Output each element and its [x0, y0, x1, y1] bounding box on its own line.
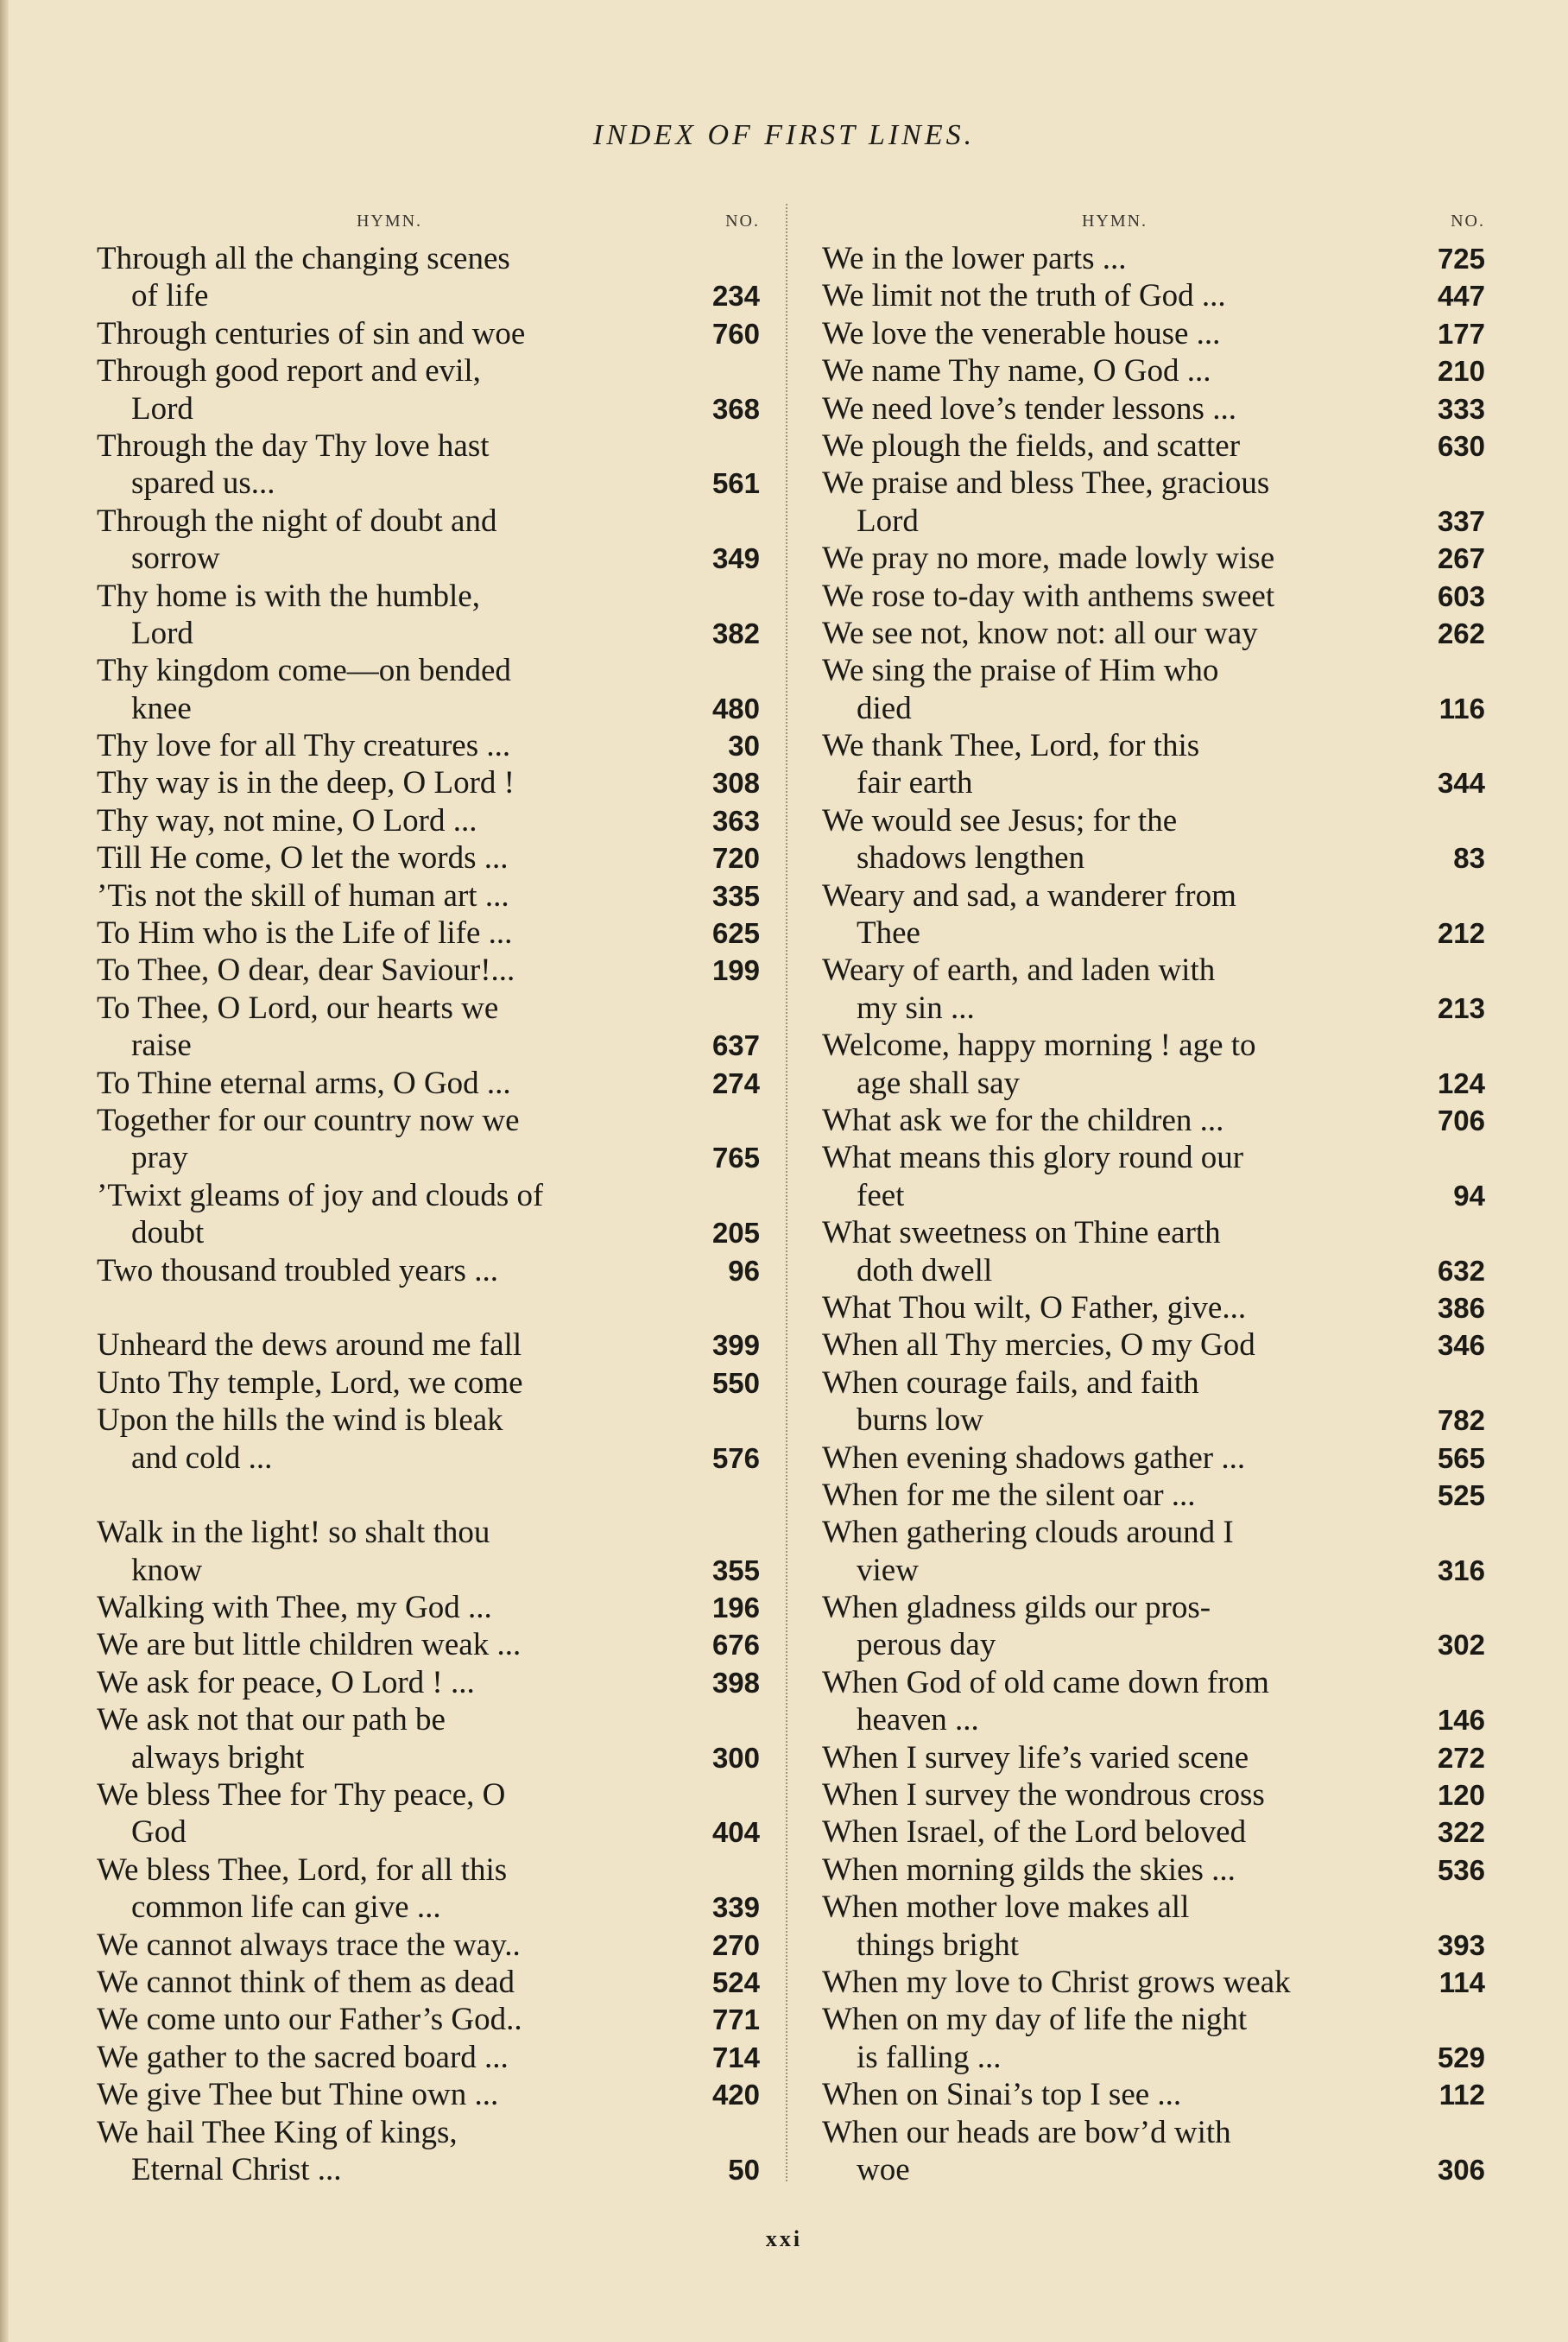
index-entry: [97, 315, 760, 352]
first-line-text: woe: [857, 2151, 910, 2187]
index-entry: [97, 990, 760, 1027]
index-entry: [97, 1964, 760, 2001]
first-line-text: We need love’s tender lessons ...: [822, 390, 1236, 427]
hymn-number: 274: [711, 1067, 760, 1099]
hymn-number: 205: [711, 1217, 760, 1250]
hymn-number: 637: [711, 1029, 760, 1062]
first-line-text: age shall say: [857, 1065, 1021, 1101]
first-line-text: We praise and bless Thee, gracious: [822, 465, 1270, 502]
first-line-text: When my love to Christ grows weak: [822, 1964, 1291, 2000]
first-line-text: To Thee, O dear, dear Saviour!...: [97, 953, 515, 989]
hymn-number: 725: [1437, 243, 1485, 275]
number-header: NO.: [1451, 212, 1485, 231]
hymn-number: 393: [1437, 1928, 1485, 1961]
index-entry: [822, 1739, 1485, 1776]
index-entry: [97, 1889, 760, 1926]
index-entry: [97, 727, 760, 764]
first-line-text: pray: [131, 1140, 188, 1176]
first-line-text: God: [131, 1814, 187, 1851]
first-line-text: We sing the praise of Him who: [822, 653, 1219, 689]
first-line-text: Weary and sad, a wanderer from: [822, 877, 1236, 914]
hymn-number: 96: [728, 1254, 760, 1287]
first-line-text: ’Twixt gleams of joy and clouds of: [97, 1177, 544, 1213]
first-line-text: What means this glory round our: [822, 1140, 1244, 1176]
first-line-text: Through the night of doubt and: [97, 503, 497, 539]
index-entry: [97, 2076, 760, 2113]
hymn-header: HYMN.: [356, 212, 423, 231]
hymn-number: 337: [1437, 504, 1485, 537]
index-entry: [822, 1813, 1485, 1851]
index-entry: [97, 1626, 760, 1663]
first-line-text: view: [857, 1552, 919, 1588]
first-line-text: We rose to-day with anthems sweet: [822, 578, 1275, 614]
hymn-number: 335: [711, 879, 760, 912]
first-line-text: When I survey the wondrous cross: [822, 1777, 1265, 1813]
index-entry: [822, 2151, 1485, 2188]
hymn-number: 344: [1437, 767, 1485, 800]
first-line-text: Through the day Thy love hast: [97, 427, 490, 464]
index-entry: [97, 802, 760, 839]
first-line-text: When mother love makes all: [822, 1889, 1190, 1926]
index-entry: [97, 1552, 760, 1589]
hymn-number: 124: [1437, 1067, 1485, 1099]
first-line-text: We gather to the sacred board ...: [97, 2039, 509, 2075]
index-entry: [822, 427, 1485, 465]
index-entry: [97, 1851, 760, 1889]
hymn-number: 234: [711, 280, 760, 313]
index-entry: [97, 1514, 760, 1551]
hymn-number: 550: [711, 1366, 760, 1399]
index-entry: [97, 503, 760, 540]
first-line-text: We would see Jesus; for the: [822, 802, 1178, 839]
hymn-number: 114: [1438, 1965, 1485, 1998]
first-line-text: knee: [131, 690, 192, 726]
hymn-header: HYMN.: [1081, 212, 1148, 231]
index-entry: [97, 615, 760, 652]
first-line-text: Unheard the dews around me fall: [97, 1327, 522, 1364]
index-entry: [822, 578, 1485, 615]
index-entry: [822, 1364, 1485, 1402]
index-entry: [822, 1589, 1485, 1626]
index-entry: [97, 2039, 760, 2076]
hymn-number: 50: [728, 2153, 760, 2186]
first-line-text: Thy home is with the humble,: [97, 578, 480, 614]
first-line-text: We see not, know not: all our way: [822, 615, 1258, 651]
index-entry: [822, 1514, 1485, 1551]
index-entry: [822, 764, 1485, 801]
first-line-text: We ask for peace, O Lord ! ...: [97, 1664, 475, 1700]
first-line-text: doubt: [131, 1215, 205, 1251]
first-line-text: When evening shadows gather ...: [822, 1440, 1246, 1476]
index-entry: [822, 1065, 1485, 1102]
first-line-text: is falling ...: [857, 2039, 1002, 2075]
hymn-number: 404: [711, 1816, 760, 1849]
index-entry: [822, 1889, 1485, 1926]
column-header: [822, 204, 1485, 240]
hymn-number: 447: [1437, 280, 1485, 313]
index-entry: [97, 1776, 760, 1813]
index-entry: [822, 690, 1485, 727]
hymn-number: 355: [711, 1554, 760, 1586]
index-entry: [822, 1701, 1485, 1738]
hymn-number: 382: [711, 617, 760, 649]
hymn-number: 625: [711, 917, 760, 950]
first-line-text: Thy kingdom come—on bended: [97, 653, 511, 689]
section-gap: [97, 1289, 760, 1326]
hymn-number: 146: [1437, 1704, 1485, 1737]
hymn-number: 270: [711, 1928, 760, 1961]
index-entry: [822, 990, 1485, 1027]
index-entry: [97, 915, 760, 952]
first-line-text: Welcome, happy morning ! age to: [822, 1028, 1256, 1064]
hymn-number: 210: [1437, 355, 1485, 388]
first-line-text: When Israel, of the Lord beloved: [822, 1814, 1247, 1851]
index-entry: [97, 1739, 760, 1776]
first-line-text: When for me the silent oar ...: [822, 1477, 1196, 1513]
index-entry: [822, 652, 1485, 689]
index-column-left: [97, 204, 760, 2188]
page-title: INDEX OF FIRST LINES.: [592, 119, 976, 151]
hymn-number: 536: [1437, 1853, 1485, 1886]
index-entry: [822, 1440, 1485, 1477]
hymn-number: 630: [1437, 429, 1485, 462]
first-line-text: heaven ...: [857, 1702, 979, 1738]
index-entry: [822, 2114, 1485, 2151]
first-line-text: Through good report and evil,: [97, 353, 481, 389]
first-line-text: When gladness gilds our pros-: [822, 1590, 1211, 1626]
hymn-number: 782: [1437, 1404, 1485, 1437]
first-line-text: my sin ...: [857, 990, 975, 1026]
hymn-number: 632: [1437, 1254, 1485, 1287]
first-line-text: We pray no more, made lowly wise: [822, 541, 1275, 577]
first-line-text: We are but little children weak ...: [97, 1627, 522, 1663]
first-line-text: burns low: [857, 1402, 983, 1439]
first-line-text: We come unto our Father’s God..: [97, 2002, 522, 2038]
hymn-number: 112: [1438, 2079, 1485, 2111]
first-line-text: When on my day of life the night: [822, 2002, 1248, 2038]
first-line-text: always bright: [131, 1739, 305, 1775]
first-line-text: ’Tis not the skill of human art ...: [97, 877, 509, 914]
first-line-text: When God of old came down from: [822, 1664, 1269, 1700]
hymn-number: 420: [711, 2079, 760, 2111]
page-number: xxi: [765, 2226, 803, 2251]
first-line-text: Walking with Thee, my God ...: [97, 1590, 492, 1626]
index-entry: [822, 1664, 1485, 1701]
first-line-text: What Thou wilt, O Father, give...: [822, 1289, 1247, 1326]
index-entry: [822, 540, 1485, 577]
first-line-text: When morning gilds the skies ...: [822, 1851, 1236, 1888]
index-entry: [822, 1776, 1485, 1813]
index-entry: [97, 1326, 760, 1364]
index-entry: [822, 390, 1485, 427]
hymn-number: 272: [1437, 1741, 1485, 1774]
index-entry: [97, 952, 760, 989]
first-line-text: and cold ...: [131, 1440, 273, 1476]
first-line-text: Thy way is in the deep, O Lord !: [97, 765, 515, 801]
index-entry: [97, 1701, 760, 1738]
index-entry: [97, 1927, 760, 1964]
first-line-text: When all Thy mercies, O my God: [822, 1327, 1255, 1364]
first-line-text: died: [857, 690, 912, 726]
hymn-number: 339: [711, 1891, 760, 1924]
index-entry: [97, 1440, 760, 1477]
first-line-text: Lord: [131, 615, 193, 651]
first-line-text: We limit not the truth of God ...: [822, 278, 1226, 314]
index-entry: [97, 1027, 760, 1064]
hymn-number: 212: [1437, 917, 1485, 950]
index-column-right: [822, 204, 1485, 2188]
index-entry: [822, 1326, 1485, 1364]
hymn-number: 267: [1437, 542, 1485, 575]
index-entry: [97, 540, 760, 577]
hymn-number: 177: [1437, 317, 1485, 350]
index-entry: [97, 427, 760, 465]
index-entry: [97, 2114, 760, 2151]
hymn-number: 333: [1437, 392, 1485, 425]
first-line-text: Together for our country now we: [97, 1102, 520, 1138]
index-entry: [822, 1927, 1485, 1964]
hymn-number: 480: [711, 692, 760, 725]
hymn-number: 399: [711, 1329, 760, 1362]
first-line-text: When on Sinai’s top I see ...: [822, 2077, 1182, 2113]
first-line-text: When courage fails, and faith: [822, 1364, 1199, 1401]
index-entry: [97, 1664, 760, 1701]
hymn-number: 308: [711, 767, 760, 800]
index-entry: [822, 1851, 1485, 1889]
index-entry: [822, 1027, 1485, 1064]
index-entry: [822, 1214, 1485, 1251]
first-line-text: We ask not that our path be: [97, 1702, 446, 1738]
index-entry: [822, 352, 1485, 389]
first-line-text: Two thousand troubled years ...: [97, 1252, 498, 1288]
hymn-number: 120: [1437, 1779, 1485, 1812]
index-entry: [822, 277, 1485, 314]
first-line-text: We bless Thee, Lord, for all this: [97, 1851, 508, 1888]
hymn-number: 349: [711, 542, 760, 575]
first-line-text: Thy love for all Thy creatures ...: [97, 728, 511, 764]
index-entry: [822, 1477, 1485, 1514]
hymn-number: 524: [711, 1965, 760, 1998]
first-line-text: common life can give ...: [131, 1889, 441, 1926]
index-entry: [822, 1139, 1485, 1176]
hymn-number: 565: [1437, 1441, 1485, 1474]
index-rows: [97, 240, 760, 2188]
first-line-text: When gathering clouds around I: [822, 1515, 1234, 1551]
first-line-text: We cannot always trace the way..: [97, 1927, 521, 1963]
index-entry: [97, 2151, 760, 2188]
first-line-text: Walk in the light! so shalt thou: [97, 1515, 490, 1551]
first-line-text: things bright: [857, 1927, 1020, 1963]
hymn-number: 262: [1437, 617, 1485, 649]
first-line-text: of life: [131, 278, 209, 314]
first-line-text: What ask we for the children ...: [822, 1102, 1224, 1138]
first-line-text: Till He come, O let the words ...: [97, 840, 509, 877]
hymn-number: 306: [1437, 2153, 1485, 2186]
index-entry: [97, 877, 760, 915]
first-line-text: We bless Thee for Thy peace, O: [97, 1777, 506, 1813]
column-divider: [786, 204, 787, 2181]
first-line-text: Thy way, not mine, O Lord ...: [97, 802, 477, 839]
hymn-number: 116: [1438, 692, 1485, 725]
first-line-text: sorrow: [131, 541, 220, 577]
index-entry: [822, 2039, 1485, 2076]
column-header: [97, 204, 760, 240]
hymn-number: 316: [1437, 1554, 1485, 1586]
first-line-text: When I survey life’s varied scene: [822, 1739, 1249, 1775]
hymn-number: 676: [711, 1629, 760, 1662]
index-entry: [97, 1139, 760, 1176]
first-line-text: We thank Thee, Lord, for this: [822, 728, 1200, 764]
hymn-number: 346: [1437, 1329, 1485, 1362]
first-line-text: Unto Thy temple, Lord, we come: [97, 1364, 523, 1401]
hymn-number: 714: [711, 2041, 760, 2073]
index-entry: [822, 1402, 1485, 1439]
first-line-text: Lord: [857, 503, 919, 539]
index-entry: [97, 690, 760, 727]
first-line-text: Thee: [857, 915, 920, 952]
index-entry: [822, 2001, 1485, 2038]
index-entry: [97, 764, 760, 801]
index-entry: [822, 1252, 1485, 1289]
hymn-number: 83: [1453, 842, 1485, 875]
first-line-text: Upon the hills the wind is bleak: [97, 1402, 503, 1439]
hymn-number: 771: [711, 2003, 760, 2036]
index-entry: [822, 315, 1485, 352]
first-line-text: Weary of earth, and laden with: [822, 953, 1216, 989]
first-line-text: doth dwell: [857, 1252, 993, 1288]
index-entry: [822, 1289, 1485, 1326]
index-entry: [822, 615, 1485, 652]
section-gap: [97, 1477, 760, 1514]
first-line-text: Through centuries of sin and woe: [97, 315, 526, 351]
first-line-text: To Him who is the Life of life ...: [97, 915, 513, 952]
hymn-number: 398: [711, 1666, 760, 1699]
index-entry: [822, 240, 1485, 277]
first-line-text: We hail Thee King of kings,: [97, 2114, 458, 2150]
hymn-number: 213: [1437, 991, 1485, 1024]
hymn-number: 576: [711, 1441, 760, 1474]
first-line-text: perous day: [857, 1627, 996, 1663]
first-line-text: We in the lower parts ...: [822, 241, 1127, 276]
first-line-text: To Thine eternal arms, O God ...: [97, 1065, 511, 1101]
first-line-text: Eternal Christ ...: [131, 2151, 342, 2187]
hymn-number: 765: [711, 1142, 760, 1174]
index-entry: [822, 2076, 1485, 2113]
hymn-number: 322: [1437, 1816, 1485, 1849]
page-spine-shadow: [0, 0, 9, 2342]
index-entry: [97, 1252, 760, 1289]
index-entry: [822, 1964, 1485, 2001]
first-line-text: shadows lengthen: [857, 840, 1085, 877]
hymn-number: 30: [728, 730, 760, 763]
hymn-number: 720: [711, 842, 760, 875]
index-entry: [97, 1813, 760, 1851]
index-entry: [97, 839, 760, 877]
hymn-number: 706: [1437, 1104, 1485, 1136]
first-line-text: When our heads are bow’d with: [822, 2114, 1231, 2150]
hymn-number: 368: [711, 392, 760, 425]
index-entry: [822, 727, 1485, 764]
index-entry: [97, 277, 760, 314]
index-entry: [97, 2001, 760, 2038]
index-entry: [822, 465, 1485, 502]
index-entry: [97, 1177, 760, 1214]
index-entry: [822, 877, 1485, 915]
index-entry: [97, 390, 760, 427]
index-entry: [97, 352, 760, 389]
index-entry: [97, 578, 760, 615]
index-entry: [822, 1626, 1485, 1663]
index-entry: [822, 915, 1485, 952]
first-line-text: know: [131, 1552, 203, 1588]
hymn-number: 199: [711, 954, 760, 987]
index-entry: [97, 1214, 760, 1251]
index-entry: [97, 1065, 760, 1102]
index-entry: [97, 652, 760, 689]
first-line-text: Lord: [131, 390, 193, 427]
number-header: NO.: [725, 212, 760, 231]
first-line-text: We give Thee but Thine own ...: [97, 2077, 499, 2113]
index-entry: [822, 802, 1485, 839]
first-line-text: We name Thy name, O God ...: [822, 353, 1211, 389]
hymn-number: 386: [1437, 1291, 1485, 1324]
hymn-number: 363: [711, 804, 760, 837]
hymn-number: 603: [1437, 579, 1485, 612]
index-entry: [97, 1364, 760, 1402]
first-line-text: What sweetness on Thine earth: [822, 1215, 1221, 1251]
hymn-number: 196: [711, 1592, 760, 1624]
index-entry: [822, 839, 1485, 877]
index-entry: [822, 952, 1485, 989]
index-entry: [97, 1402, 760, 1439]
first-line-text: raise: [131, 1028, 192, 1064]
first-line-text: We love the venerable house ...: [822, 315, 1221, 351]
first-line-text: We cannot think of them as dead: [97, 1964, 515, 2000]
index-entry: [97, 1102, 760, 1139]
index-entry: [822, 503, 1485, 540]
hymn-number: 302: [1437, 1629, 1485, 1662]
hymn-number: 760: [711, 317, 760, 350]
hymn-number: 561: [711, 467, 760, 500]
hymn-number: 525: [1437, 1478, 1485, 1511]
first-line-text: fair earth: [857, 765, 973, 801]
first-line-text: feet: [857, 1177, 905, 1213]
first-line-text: Through all the changing scenes: [97, 241, 510, 276]
first-line-text: spared us...: [131, 465, 275, 502]
index-entry: [97, 465, 760, 502]
index-entry: [97, 1589, 760, 1626]
index-entry: [97, 240, 760, 277]
hymn-number: 94: [1453, 1179, 1485, 1212]
index-entry: [822, 1102, 1485, 1139]
first-line-text: We plough the fields, and scatter: [822, 427, 1241, 464]
index-rows: [822, 240, 1485, 2188]
first-line-text: To Thee, O Lord, our hearts we: [97, 990, 499, 1026]
hymn-number: 529: [1437, 2041, 1485, 2073]
index-entry: [822, 1177, 1485, 1214]
hymn-number: 300: [711, 1741, 760, 1774]
index-entry: [822, 1552, 1485, 1589]
